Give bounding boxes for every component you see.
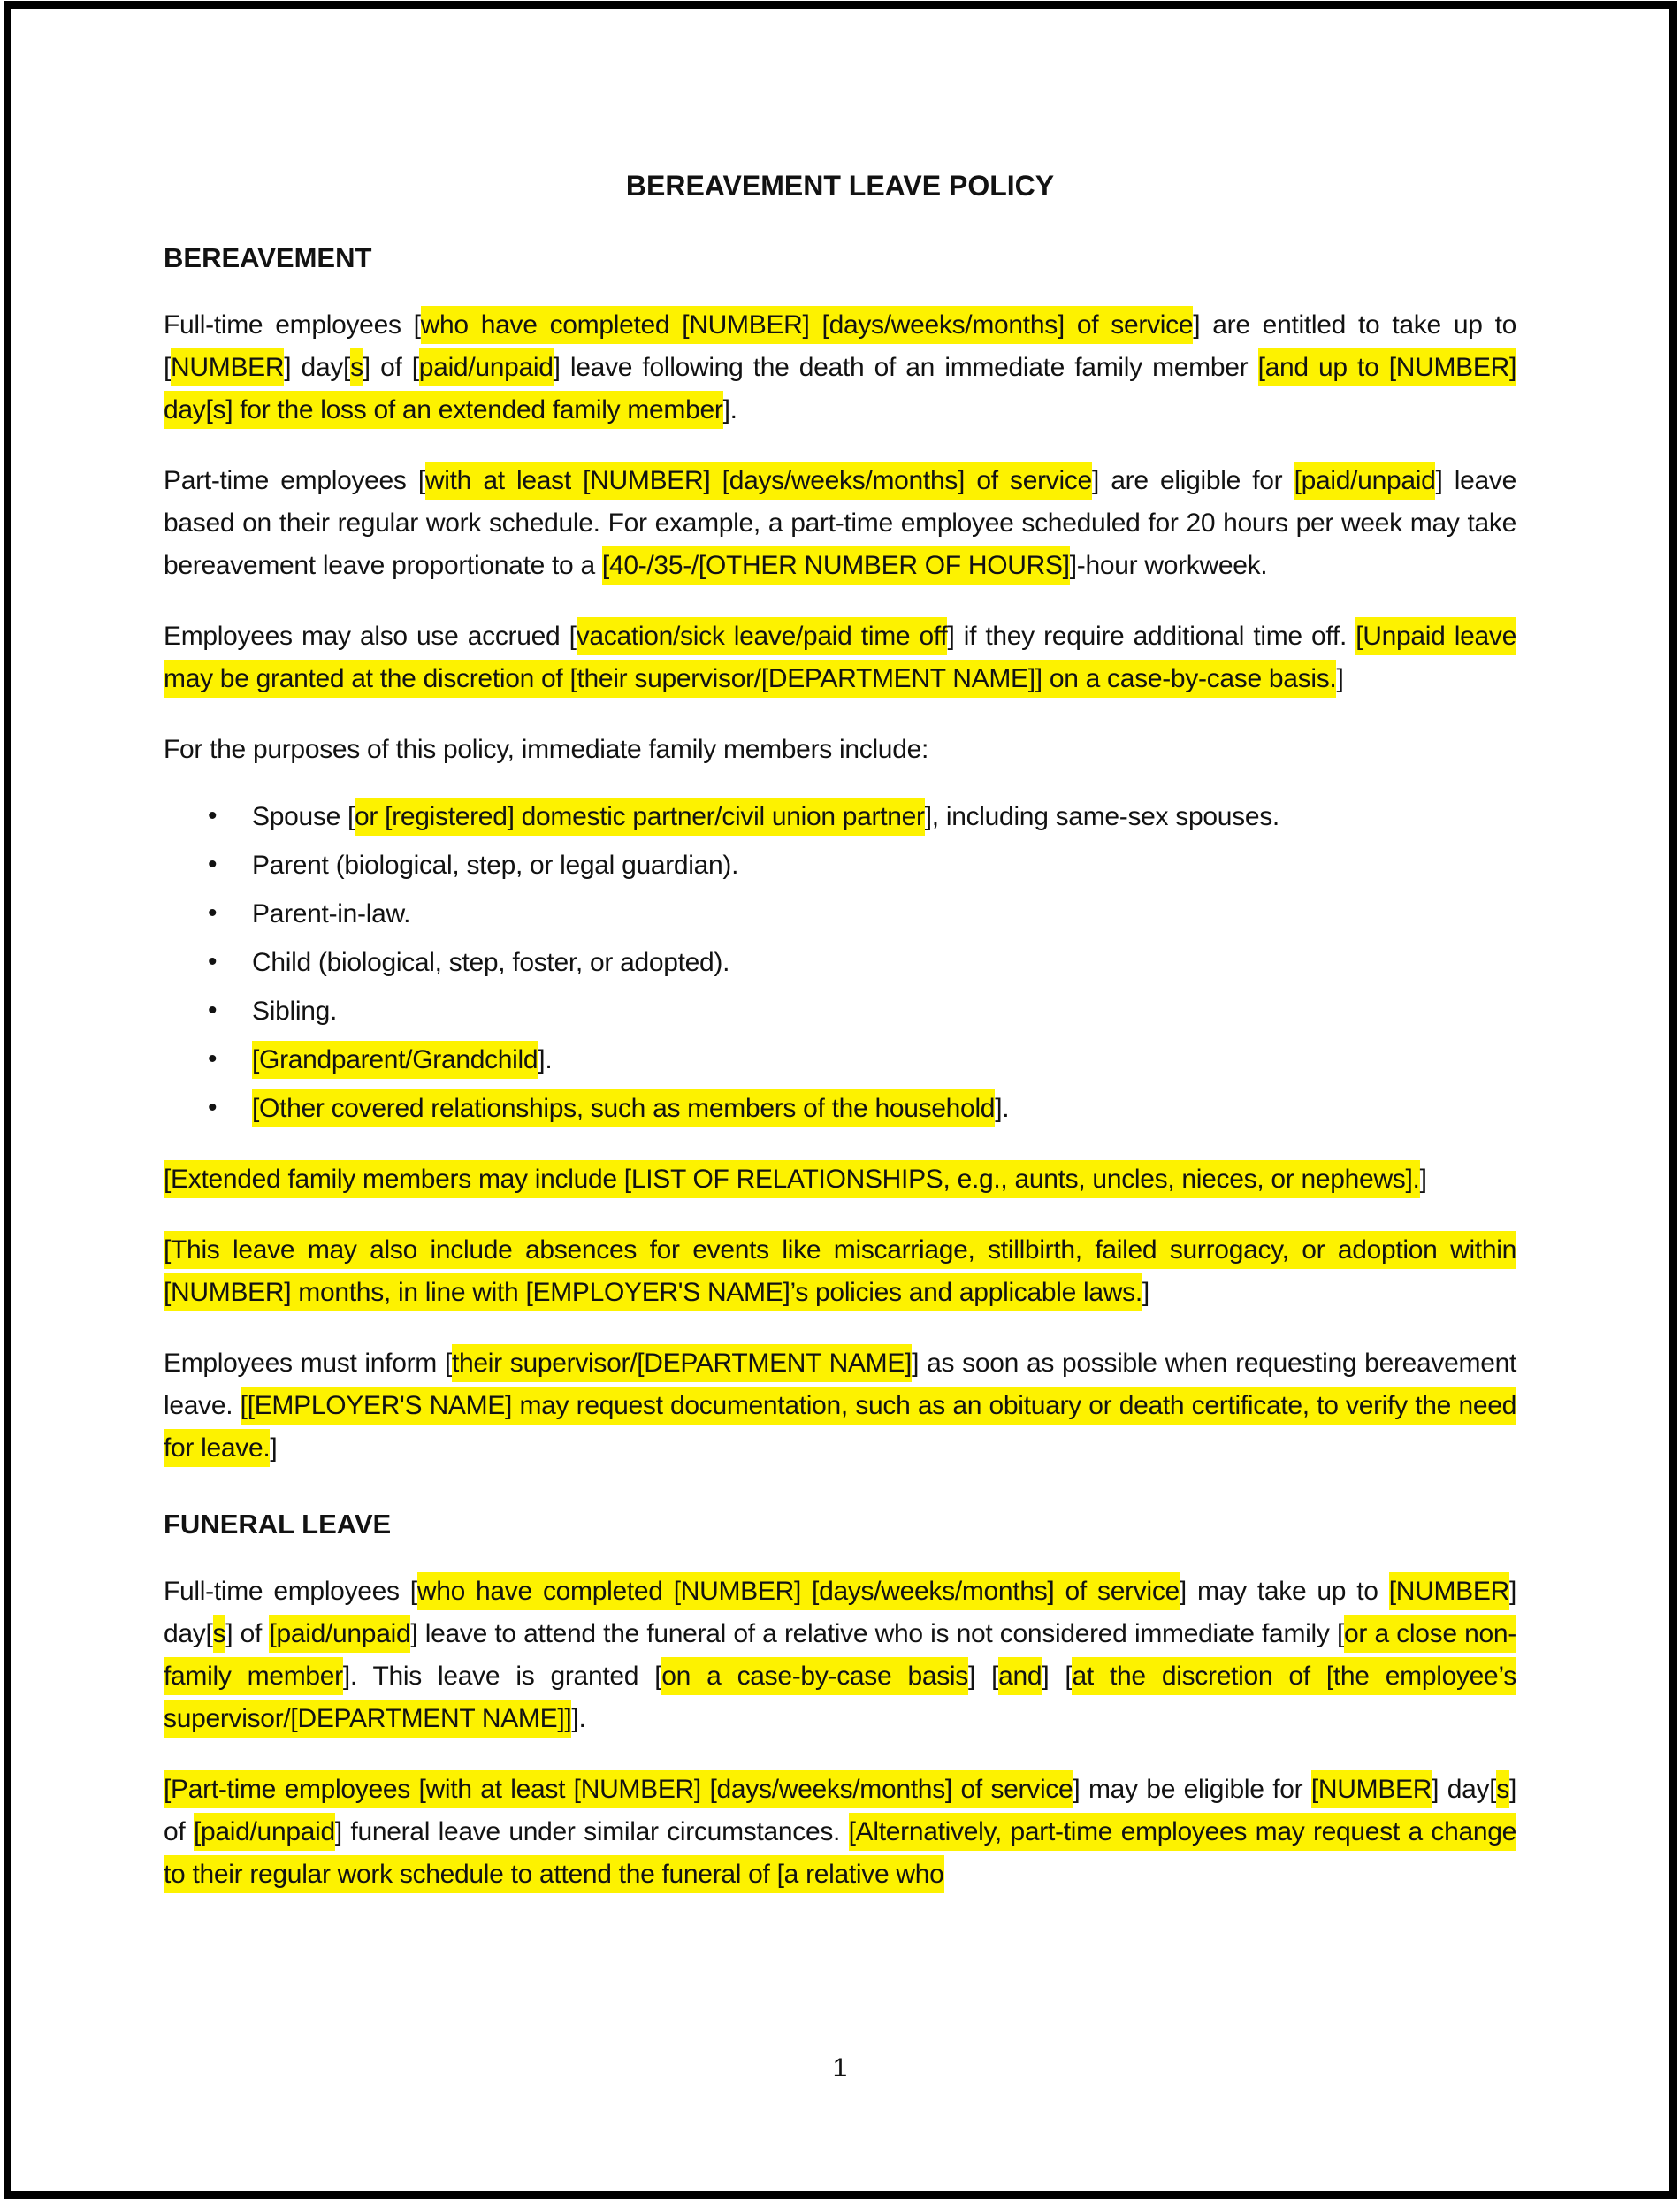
text-run: Spouse [	[252, 802, 355, 831]
bullet-icon: •	[208, 1044, 218, 1074]
list-item	[164, 942, 1516, 984]
highlighted-text: with at least [NUMBER] [days/weeks/months] of service	[425, 462, 1092, 500]
highlighted-text: [paid/unpaid	[194, 1813, 335, 1851]
highlighted-text: [Part-time employees [with at least [NUMBER] [days/weeks/months] of service	[164, 1770, 1073, 1808]
highlighted-text: who have completed [NUMBER] [days/weeks/months] of service	[417, 1572, 1180, 1610]
highlighted-text: [Alternatively, part-time employees may request a change to their regular work schedule to attend the funeral of [a relative who	[164, 1813, 1516, 1893]
text-run: ] day[	[284, 353, 351, 382]
section-heading: FUNERAL LEAVE	[164, 1509, 392, 1540]
highlighted-text: s	[213, 1615, 226, 1653]
text-run: Full-time employees [	[164, 1577, 417, 1606]
text-run: Child (biological, step, foster, or adopted).	[252, 948, 730, 977]
bullet-icon: •	[208, 850, 218, 879]
text-run: ] funeral leave under similar circumstances.	[334, 1817, 849, 1846]
document-title: BEREAVEMENT LEAVE POLICY	[625, 170, 1055, 202]
highlighted-text: [NUMBER	[1389, 1572, 1509, 1610]
text-run: ] [	[1042, 1662, 1073, 1691]
text-run: ] are entitled to take up to [	[164, 310, 1517, 382]
paragraph	[164, 1571, 1516, 1740]
text-run: ] as soon as possible when requesting bereavement leave.	[164, 1349, 1516, 1420]
text-run: ]-hour workweek.	[1069, 551, 1268, 580]
highlighted-text: [NUMBER	[1311, 1770, 1432, 1808]
paragraph	[164, 615, 1516, 700]
highlighted-text: [This leave may also include absences for events like miscarriage, stillbirth, failed surrogacy, or adoption within [NUMBER] months, in line with [EMPLOYER'S NAME]’s policies and applicable laws.	[164, 1231, 1516, 1311]
paragraph	[164, 1769, 1516, 1896]
text-run: Employees must inform [	[164, 1349, 452, 1378]
text-run: ] leave based on their regular work schedule. For example, a part-time employee scheduled for 20 hours per week may take bereavement leave proportionate to a	[164, 466, 1516, 580]
paragraph	[164, 1229, 1516, 1314]
highlighted-text: [40-/35-/[OTHER NUMBER OF HOURS]	[602, 546, 1070, 585]
text-run: Part-time employees [	[164, 466, 425, 495]
text-run: For the purposes of this policy, immediate family members include:	[164, 735, 928, 764]
bullet-icon: •	[208, 801, 218, 830]
text-run: ] may be eligible for	[1073, 1775, 1311, 1804]
text-run: ] of	[225, 1619, 270, 1648]
highlighted-text: [paid/unpaid	[269, 1615, 410, 1653]
text-run: ]. This leave is granted [	[342, 1662, 662, 1691]
text-run: ] day[	[164, 1577, 1516, 1648]
highlighted-text: or [registered] domestic partner/civil union partner	[355, 798, 925, 836]
list-item	[164, 796, 1516, 838]
highlighted-text: or a close non-family member	[164, 1615, 1516, 1695]
text-run: ] leave to attend the funeral of a relative who is not considered immediate family [	[410, 1619, 1344, 1648]
text-run: ] leave following the death of an immediate family member	[553, 353, 1258, 382]
highlighted-text: [Grandparent/Grandchild	[252, 1041, 538, 1079]
text-run: ]	[1336, 664, 1344, 693]
highlighted-text: on a case-by-case basis	[661, 1657, 968, 1695]
text-run: ].	[995, 1094, 1010, 1123]
highlighted-text: at the discretion of [the employee’s supervisor/[DEPARTMENT NAME]]	[164, 1657, 1516, 1738]
paragraph	[164, 304, 1516, 432]
text-run: ].	[538, 1045, 553, 1074]
text-run: ]	[1419, 1165, 1427, 1194]
highlighted-text: vacation/sick leave/paid time off	[577, 617, 948, 655]
list-item	[164, 844, 1516, 887]
bullet-icon: •	[208, 898, 218, 928]
highlighted-text: [Unpaid leave may be granted at the discretion of [their supervisor/[DEPARTMENT NAME]] on a case-by-case basis.	[164, 617, 1516, 698]
highlighted-text: s	[1496, 1770, 1509, 1808]
highlighted-text: [paid/unpaid	[1294, 462, 1436, 500]
list-item	[164, 893, 1516, 936]
highlighted-text: [Extended family members may include [LIST OF RELATIONSHIPS, e.g., aunts, uncles, nieces, or nephews].	[164, 1160, 1420, 1198]
highlighted-text: and	[998, 1657, 1042, 1695]
text-run: ] of	[164, 1775, 1516, 1846]
highlighted-text: s	[350, 348, 363, 386]
paragraph	[164, 729, 1516, 771]
text-run: ] may take up to	[1179, 1577, 1389, 1606]
text-run: ].	[722, 395, 737, 424]
page-number: 1	[832, 2053, 848, 2083]
paragraph	[164, 1342, 1516, 1470]
highlighted-text: NUMBER	[171, 348, 284, 386]
highlighted-text: who have completed [NUMBER] [days/weeks/months] of service	[421, 306, 1194, 344]
text-run: Sibling.	[252, 997, 337, 1026]
list-item	[164, 1088, 1516, 1130]
bullet-icon: •	[208, 996, 218, 1025]
text-run: Employees may also use accrued [	[164, 622, 577, 651]
immediate-family-list	[164, 796, 1516, 1130]
highlighted-text: [Other covered relationships, such as members of the household	[252, 1089, 995, 1127]
highlighted-text: their supervisor/[DEPARTMENT NAME]	[452, 1344, 912, 1382]
bullet-icon: •	[208, 947, 218, 976]
text-run: Parent-in-law.	[252, 899, 411, 929]
text-run: Parent (biological, step, or legal guardian).	[252, 851, 739, 880]
text-run: ] are eligible for	[1091, 466, 1294, 495]
highlighted-text: [and up to [NUMBER] day[s] for the loss of an extended family member	[164, 348, 1516, 429]
text-run: ] day[	[1432, 1775, 1497, 1804]
bullet-icon: •	[208, 1093, 218, 1122]
highlighted-text: [[EMPLOYER'S NAME] may request documentation, such as an obituary or death certificate, to verify the need for leave.	[164, 1387, 1516, 1467]
text-run: ], including same-sex spouses.	[924, 802, 1279, 831]
text-run: ]	[270, 1433, 278, 1463]
section-heading: BEREAVEMENT	[164, 242, 372, 273]
text-run: ] [	[968, 1662, 999, 1691]
paragraph	[164, 1158, 1516, 1201]
text-run: ] of [	[363, 353, 419, 382]
list-item	[164, 990, 1516, 1033]
text-run: ] if they require additional time off.	[947, 622, 1356, 651]
paragraph	[164, 460, 1516, 587]
text-run: ].	[571, 1704, 586, 1733]
document-content	[164, 0, 1516, 1896]
text-run: Full-time employees [	[164, 310, 421, 340]
list-item	[164, 1039, 1516, 1081]
highlighted-text: paid/unpaid	[419, 348, 554, 386]
text-run: ]	[1142, 1278, 1149, 1307]
